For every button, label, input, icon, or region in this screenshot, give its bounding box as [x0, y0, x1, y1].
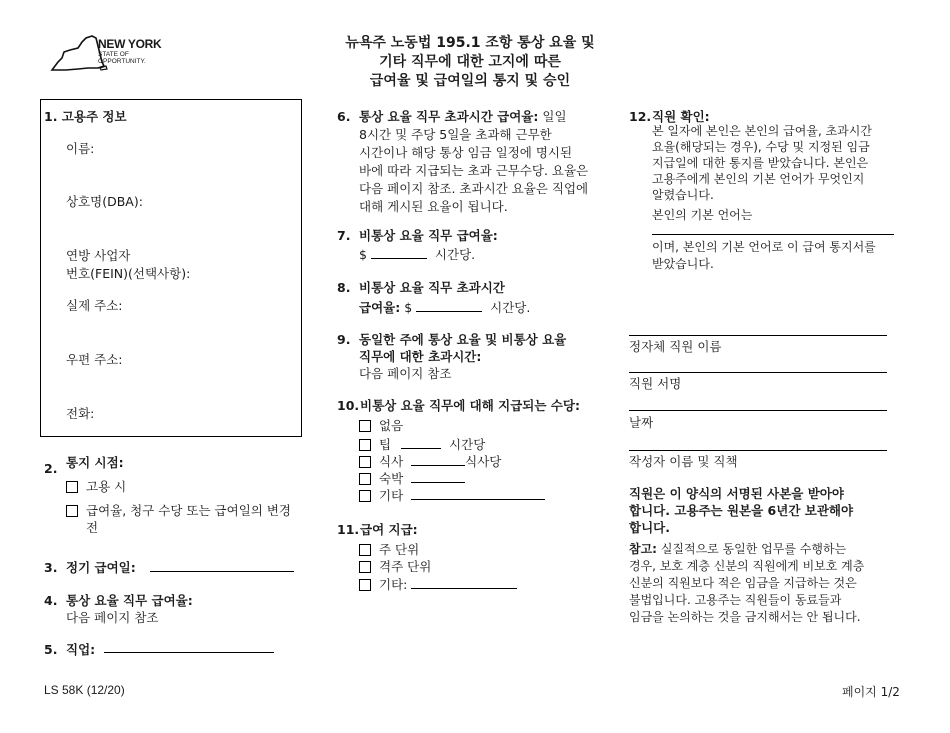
logo-line1: NEW YORK [98, 37, 162, 51]
preparer-field[interactable] [629, 450, 887, 451]
s3-number: 3. [44, 560, 58, 575]
preparer-label: 작성자 이름 및 직책 [629, 454, 738, 469]
s10-lodging-field[interactable] [411, 469, 465, 483]
s6-text-3: 바에 따라 지급되는 초과 근무수당. 요율은 [359, 163, 589, 178]
title-line-1: 뉴욕주 노동법 195.1 조항 통상 요율 및 [345, 35, 595, 51]
s10-none-option[interactable] [359, 417, 403, 435]
employer-heading: 1. 고용주 정보 [44, 109, 127, 124]
s5-occupation-field[interactable] [104, 652, 274, 653]
s11-biweekly-option[interactable] [359, 558, 431, 576]
s11-biweekly-label: 격주 단위 [379, 559, 432, 574]
ny-logo [48, 30, 173, 80]
employer-dba-label: 상호명(DBA): [66, 194, 143, 209]
s10-meals-field[interactable] [411, 452, 465, 466]
s6-text-2: 시간이나 해당 통상 임금 일정에 명시된 [359, 145, 573, 160]
s7-title: 비통상 요율 직무 급여율: [359, 228, 498, 243]
s10-meals-label: 식사 [379, 454, 404, 469]
s10-meals-per: 식사당 [465, 454, 502, 469]
s6-text-1: 8시간 및 주당 5일을 초과해 근무한 [359, 127, 552, 142]
title-line-2: 기타 직무에 대한 고지에 따른 [379, 54, 561, 70]
s12-line-1: 요율(해당되는 경우), 수당 및 지정된 임금 [652, 140, 870, 154]
s2-option-change[interactable] [66, 502, 291, 520]
employer-fein-label-2: 번호(FEIN)(선택사항): [66, 266, 191, 281]
employer-phone-label: 전화: [66, 406, 95, 421]
form-number: LS 58K (12/20) [44, 683, 125, 697]
employer-fein-label-1: 연방 사업자 [66, 248, 131, 263]
s11-title: 급여 지급: [360, 522, 418, 537]
s6-line-1 [359, 108, 567, 126]
s12-lang-after-2: 받았습니다. [652, 257, 714, 271]
checkbox[interactable] [359, 579, 371, 591]
s12-lang-label: 본인의 기본 언어는 [652, 208, 753, 222]
employer-mailing-address-label: 우편 주소: [66, 352, 123, 367]
checkbox[interactable] [359, 561, 371, 573]
notice-line-0: 직원은 이 양식의 서명된 사본을 받아야 [629, 486, 844, 501]
s2-option-hire[interactable] [66, 478, 126, 496]
s12-statement [652, 123, 872, 203]
s12-line-0: 본 일자에 본인은 본인의 급여율, 초과시간 [652, 124, 872, 138]
s9-subtext: 다음 페이지 참조 [359, 366, 452, 381]
s10-tips-label: 팁 [379, 437, 392, 452]
retention-notice [629, 485, 853, 536]
s6-text-5: 대해 게시된 요율이 됩니다. [359, 199, 508, 214]
note-line-4: 임금을 논의하는 것을 금지해서는 안 됩니다. [629, 610, 861, 624]
s9-title-2: 직무에 대한 초과시간: [359, 349, 482, 364]
s11-number: 11. [337, 522, 360, 537]
s8-number: 8. [337, 280, 351, 295]
s3-payday-field[interactable] [150, 571, 294, 572]
s11-other-option[interactable] [359, 575, 517, 594]
date-field[interactable] [629, 410, 887, 411]
s12-line-2: 지급일에 대한 통지를 받았습니다. 본인은 [652, 156, 869, 170]
s12-lang-after [652, 239, 876, 273]
note-label: 참고: [629, 542, 657, 556]
s11-weekly-label: 주 단위 [379, 542, 420, 557]
s4-subtext: 다음 페이지 참조 [66, 610, 159, 625]
s11-other-label: 기타: [379, 577, 408, 592]
s10-tips-field[interactable] [401, 435, 441, 449]
s5-number: 5. [44, 642, 58, 657]
s2-option-hire-label: 고용 시 [86, 479, 127, 494]
s2-option-change-label: 급여율, 청구 수당 또는 급여일의 변경 [86, 503, 291, 518]
s2-title: 통지 시점: [66, 455, 124, 470]
s6-title: 통상 요율 직무 초과시간 급여율: [359, 109, 539, 124]
employer-name-label: 이름: [66, 141, 95, 156]
s7-dollar: $ [359, 247, 367, 262]
notice-line-1: 합니다. 고용주는 원본을 6년간 보관해야 [629, 503, 854, 518]
s10-other-option[interactable] [359, 486, 545, 505]
s6-number: 6. [337, 109, 351, 124]
equal-pay-note [629, 541, 864, 626]
s3-title: 정기 급여일: [66, 560, 136, 575]
s10-other-field[interactable] [411, 486, 545, 500]
s2-number: 2. [44, 461, 58, 476]
s10-number: 10. [337, 398, 360, 413]
s12-lang-after-1: 이며, 본인의 기본 언어로 이 급여 통지서를 [652, 240, 876, 254]
s11-other-field[interactable] [411, 575, 517, 589]
s10-other-label: 기타 [379, 488, 404, 503]
s6-text-4: 다음 페이지 참조. 초과시간 요율은 직업에 [359, 181, 589, 196]
note-line-1: 경우, 보호 계층 신분의 직원에게 비보호 계층 [629, 559, 865, 573]
document-title [300, 34, 640, 91]
date-label: 날짜 [629, 415, 654, 430]
s8-rate-field[interactable] [416, 298, 482, 312]
checkbox[interactable] [359, 420, 371, 432]
s12-title: 직원 확인: [652, 109, 710, 124]
s8-rate-row [359, 298, 530, 317]
signature-field[interactable] [629, 372, 887, 373]
print-name-label: 정자체 직원 이름 [629, 339, 722, 354]
s12-line-3: 고용주에게 본인의 기본 언어가 무엇인지 [652, 172, 865, 186]
s9-number: 9. [337, 332, 351, 347]
logo-line3: OPPORTUNITY. [98, 58, 146, 65]
s8-title-2: 급여율: [359, 300, 401, 315]
s8-dollar: $ [404, 300, 413, 315]
s12-number: 12. [629, 109, 652, 124]
s7-number: 7. [337, 228, 351, 243]
print-name-field[interactable] [629, 335, 887, 336]
checkbox[interactable] [66, 481, 78, 493]
note-line-2: 신분의 직원보다 적은 임금을 지급하는 것은 [629, 576, 857, 590]
checkbox[interactable] [359, 473, 371, 485]
s8-per-hour: 시간당. [490, 300, 531, 315]
s4-title: 통상 요율 직무 급여율: [66, 593, 193, 608]
employer-physical-address-label: 실제 주소: [66, 298, 123, 313]
s8-title-1: 비통상 요율 직무 초과시간 [359, 280, 505, 295]
logo-line2: STATE OF [98, 51, 129, 58]
s7-per-hour: 시간당. [434, 247, 476, 262]
page-number: 페이지 1/2 [842, 685, 900, 699]
title-line-3: 급여율 및 급여일의 통지 및 승인 [369, 73, 571, 89]
checkbox[interactable] [66, 505, 78, 517]
checkbox[interactable] [359, 456, 371, 468]
s9-title-1: 동일한 주에 통상 요율 및 비통상 요율 [359, 332, 567, 347]
s10-title: 비통상 요율 직무에 대해 지급되는 수당: [360, 398, 580, 413]
primary-language-field[interactable] [652, 234, 894, 235]
signature-label: 직원 서명 [629, 376, 682, 391]
s6-text-0: 일일 [542, 109, 567, 124]
s7-rate-row [359, 245, 475, 264]
s5-title: 직업: [66, 642, 96, 657]
s12-line-4: 알렸습니다. [652, 188, 714, 202]
s2-option-change-label-2: 전 [86, 520, 99, 535]
s4-number: 4. [44, 593, 58, 608]
s10-none-label: 없음 [379, 418, 404, 433]
s7-rate-field[interactable] [371, 245, 427, 259]
checkbox[interactable] [359, 490, 371, 502]
checkbox[interactable] [359, 544, 371, 556]
notice-line-2: 합니다. [629, 520, 670, 535]
note-line-0: 실질적으로 동일한 업무를 수행하는 [660, 542, 847, 556]
s11-weekly-option[interactable] [359, 541, 419, 559]
s10-tips-per: 시간당 [449, 437, 486, 452]
note-line-3: 불법입니다. 고용주는 직원들이 동료들과 [629, 593, 842, 607]
checkbox[interactable] [359, 439, 371, 451]
s10-lodging-label: 숙박 [379, 471, 404, 486]
